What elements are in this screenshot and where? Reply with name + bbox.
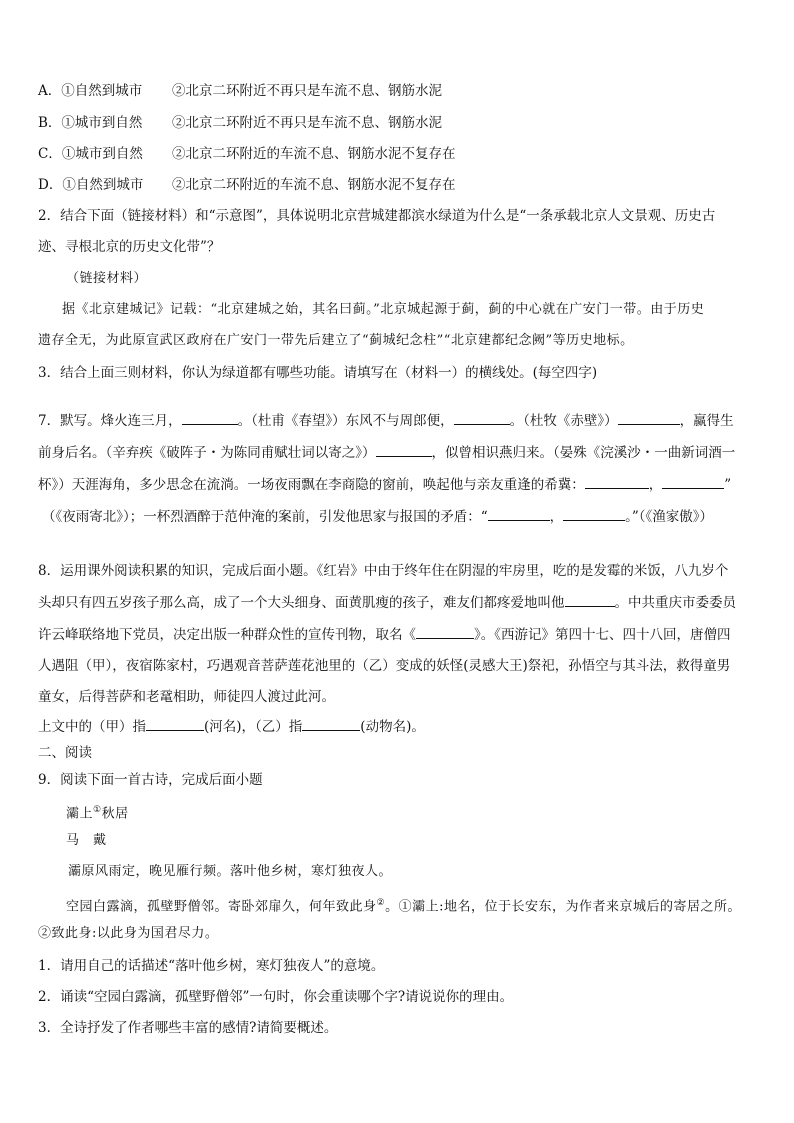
poem-line-2: 空园白露滴，孤壁野僧邻。寄卧郊扉久，何年致此身②。①灞上:地名，位于长安东，为作者来京城后的寄居之所。 bbox=[66, 898, 741, 915]
question-8-line-4: 人遇阻（甲），夜宿陈家村，巧遇观音菩萨莲花池里的（乙）变成的妖怪(灵感大王)祭祀，孙悟空与其斗法，救得童男 bbox=[38, 658, 731, 674]
option-b bbox=[38, 113, 764, 133]
question-2-line-2: 迹、寻根北京的历史文化带”？ bbox=[38, 239, 221, 255]
link-material-line-1: 据《北京建城记》记载：“北京建城之始，其名曰蓟。”北京城起源于蓟，蓟的中心就在广安门一带。由于历史 bbox=[62, 302, 705, 317]
option-d bbox=[38, 175, 764, 195]
answer-blank[interactable] bbox=[488, 506, 550, 521]
answer-blank[interactable] bbox=[662, 474, 724, 489]
option-a bbox=[38, 81, 764, 101]
question-9-sub-2: 2．诵读“空园白露滴，孤壁野僧邻”一句时，你会重读哪个字?请说说你的理由。 bbox=[38, 989, 514, 1005]
option-b-text: ②北京二环附近不再只是车流不息、钢筋水泥 bbox=[172, 115, 442, 131]
question-7-line-1: 7．默写。烽火连三月， 。（杜甫《春望》）东风不与周郎便， 。（杜牧《赤壁》） ，赢得生 bbox=[38, 410, 764, 431]
question-9-sub-3: 3．全诗抒发了作者哪些丰富的感情?请简要概述。 bbox=[38, 1020, 338, 1036]
answer-blank[interactable] bbox=[565, 592, 615, 607]
option-d-label: D．①自然到城市 bbox=[38, 177, 144, 193]
option-c bbox=[38, 144, 764, 164]
question-2-line-1: 2．结合下面（链接材料）和“示意图”，具体说明北京营城建都滨水绿道为什么是“一条承载北京人文景观、历史古 bbox=[38, 208, 716, 224]
answer-blank[interactable] bbox=[182, 410, 238, 425]
poem-line-1: 灞原风雨定，晚见雁行频。落叶他乡树，寒灯独夜人。 bbox=[68, 864, 393, 879]
question-7-line-2: 前身后名。（辛弃疾《破阵子・为陈同甫赋壮词以寄之》） ，似曾相识燕归来。（晏殊《浣溪沙・一曲新词酒一 bbox=[38, 442, 764, 463]
question-9-intro: 9．阅读下面一首古诗，完成后面小题 bbox=[38, 772, 263, 788]
option-a-label: A．①自然到城市 bbox=[38, 83, 143, 99]
option-b-label: B．①城市到自然 bbox=[38, 115, 143, 131]
question-9-sub-1: 1．请用自己的话描述“落叶他乡树，寒灯独夜人”的意境。 bbox=[38, 958, 385, 974]
section-heading: 二、阅读 bbox=[38, 745, 92, 761]
question-7-line-3: 杯》）天涯海角，多少思念在流淌。一场夜雨飘在李商隐的窗前，唤起他与亲友重逢的希冀： ， ” bbox=[38, 474, 764, 495]
answer-blank[interactable] bbox=[376, 442, 432, 457]
answer-blank[interactable] bbox=[416, 624, 474, 639]
option-c-label: C．①城市到自然 bbox=[38, 146, 143, 162]
poem-author: 马 戴 bbox=[66, 833, 107, 848]
answer-blank[interactable] bbox=[585, 474, 649, 489]
question-8-line-6: 上文中的（甲）指 (河名)，（乙）指 (动物名)。 bbox=[38, 716, 764, 737]
poem-title: 灞上①秋居 bbox=[66, 805, 129, 822]
question-8-line-2: 头却只有四五岁孩子那么高，成了一个大头细身、面黄肌瘦的孩子，难友们都疼爱地叫他 。中共重庆市委委员 bbox=[38, 592, 764, 613]
question-3: 3．结合上面三则材料，你认为绿道都有哪些功能。请填写在（材料一）的横线处。(每空四字) bbox=[38, 365, 598, 381]
question-8-line-5: 童女，后得菩萨和老鼋相助，师徒四人渡过此河。 bbox=[38, 689, 335, 705]
option-d-text: ②北京二环附近的车流不息、钢筋水泥不复存在 bbox=[172, 177, 456, 193]
answer-blank[interactable] bbox=[618, 410, 680, 425]
answer-blank[interactable] bbox=[563, 506, 625, 521]
link-material-title: （链接材料） bbox=[66, 271, 148, 286]
question-8-line-1: 8．运用课外阅读积累的知识，完成后面小题。《红岩》中由于终年住在阴湿的牢房里，吃的是发霉的米饭，八九岁个 bbox=[38, 563, 729, 579]
poem-note-2: ②致此身:以此身为国君尽力。 bbox=[38, 926, 219, 941]
answer-blank[interactable] bbox=[454, 410, 510, 425]
option-c-text: ②北京二环附近的车流不息、钢筋水泥不复存在 bbox=[172, 146, 456, 162]
question-7-line-4: （《夜雨寄北》）；一杯烈酒醉于范仲淹的案前，引发他思家与报国的矛盾：“ ， 。”（《渔家傲》） bbox=[42, 506, 764, 527]
option-a-text: ②北京二环附近不再只是车流不息、钢筋水泥 bbox=[172, 83, 442, 99]
question-8-line-3: 许云峰联络地下党员，决定出版一种群众性的宣传刊物，取名《 》。《西游记》第四十七、四十八回，唐僧四 bbox=[38, 624, 764, 645]
answer-blank[interactable] bbox=[146, 716, 204, 731]
link-material-line-2: 遗存全无，为此原宣武区政府在广安门一带先后建立了“蓟城纪念柱”“北京建都纪念阙”等历史地标。 bbox=[38, 333, 634, 348]
answer-blank[interactable] bbox=[302, 716, 360, 731]
